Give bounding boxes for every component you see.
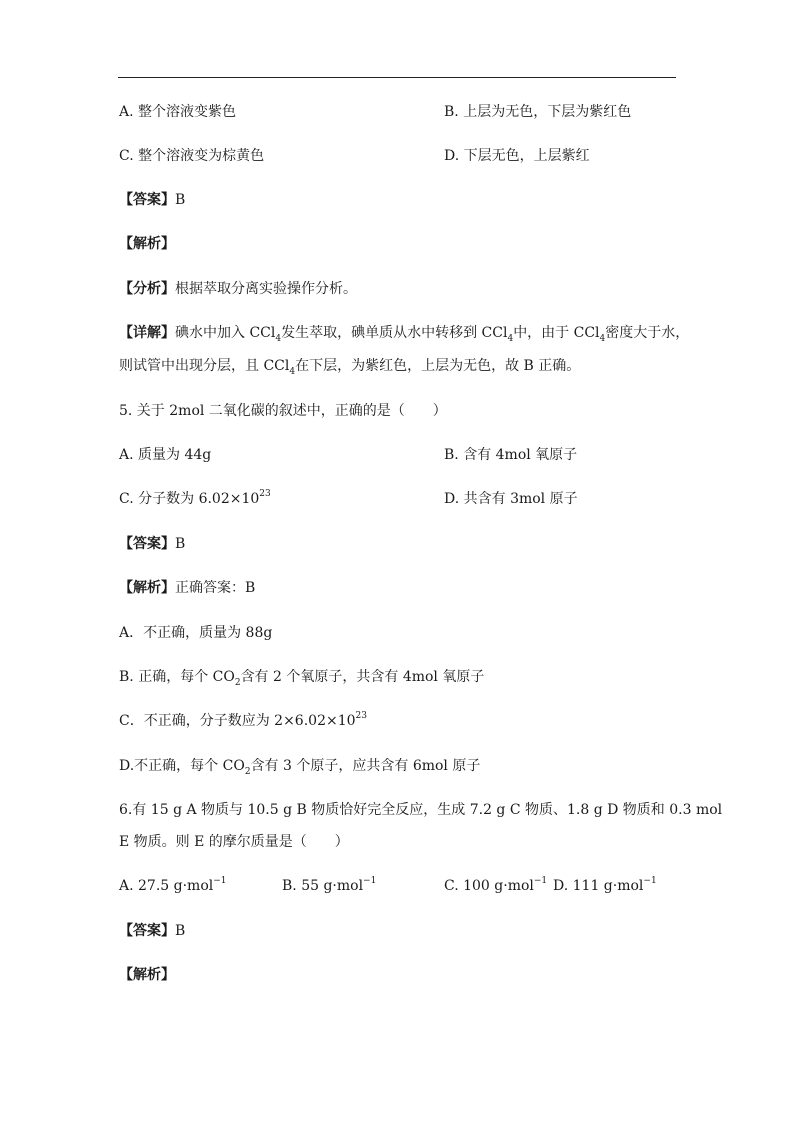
jiexi-tag: 【解析】: [119, 580, 175, 596]
subscript: 4: [599, 333, 606, 344]
q5-answer: [119, 535, 185, 553]
subscript: 4: [507, 333, 514, 344]
jiexi-text: 正确答案：B: [175, 580, 256, 596]
answer-value: B: [175, 536, 186, 552]
exp-text: B. 正确，每个 CO: [119, 669, 235, 685]
superscript: 23: [259, 489, 271, 500]
detail-text: 碘水中加入 CCl: [175, 325, 276, 341]
q6-stem-line1: 6.有 15 g A 物质与 10.5 g B 物质恰好完全反应，生成 7.2 g C 物质、1.8 g D 物质和 0.3 mol: [119, 802, 723, 818]
detail-text: 中，由于 CCl: [513, 325, 600, 341]
q6-jiexi-heading: 【解析】: [119, 967, 175, 983]
q5-exp-b: [119, 668, 484, 686]
q4-detail-line2: [119, 357, 580, 375]
q6-stem-line2: E 物质。则 E 的摩尔质量是（ ）: [119, 834, 349, 850]
q5-stem: 5. 关于 2mol 二氧化碳的叙述中，正确的是（ ）: [119, 403, 447, 419]
answer-tag: 【答案】: [119, 192, 175, 208]
subscript: 2: [244, 766, 251, 777]
q4-option-b: B. 上层为无色，下层为紫红色: [444, 104, 632, 120]
subscript: 2: [234, 677, 241, 688]
detail-tag: 【详解】: [119, 325, 175, 341]
q6-answer: [119, 922, 185, 940]
q5-option-c: [119, 490, 271, 508]
option-text: C. 分子数为 6.02×10: [119, 491, 260, 507]
fenxi-text: 根据萃取分离实验操作分析。: [175, 281, 357, 297]
q6-option-b: [282, 877, 376, 895]
q4-jiexi-heading: 【解析】: [119, 236, 175, 252]
q4-answer: [119, 191, 185, 209]
q5-exp-d: [119, 757, 480, 775]
q4-option-a: A. 整个溶液变紫色: [119, 104, 237, 120]
exp-text: 含有 2 个氧原子，共含有 4mol 氧原子: [240, 669, 485, 685]
superscript: −1: [643, 876, 657, 887]
option-text: A. 27.5 g·mol: [119, 878, 214, 894]
option-text: D. 111 g·mol: [553, 878, 644, 894]
q6-option-c: [444, 877, 547, 895]
fenxi-tag: 【分析】: [119, 281, 175, 297]
header-rule: [118, 77, 676, 78]
subscript: 4: [275, 333, 282, 344]
answer-value: B: [175, 923, 186, 939]
q5-jiexi: [119, 579, 255, 597]
detail-text: 发生萃取，碘单质从水中转移到 CCl: [281, 325, 508, 341]
superscript: −1: [363, 876, 377, 887]
superscript: 23: [355, 711, 367, 722]
q4-detail-line1: [119, 324, 689, 342]
option-text: C. 100 g·mol: [444, 878, 534, 894]
exp-text: 含有 3 个原子，应共含有 6mol 原子: [250, 758, 481, 774]
exp-text: C．不正确，分子数应为 2×6.02×10: [119, 713, 356, 729]
option-text: B. 55 g·mol: [282, 878, 364, 894]
q4-fenxi: [119, 280, 357, 298]
answer-tag: 【答案】: [119, 536, 175, 552]
q5-option-d: D. 共含有 3mol 原子: [444, 491, 578, 507]
exp-text: D.不正确，每个 CO: [119, 758, 245, 774]
superscript: −1: [533, 876, 548, 887]
q6-option-d: [553, 877, 657, 895]
q4-option-c: C. 整个溶液变为棕黄色: [119, 148, 265, 164]
q6-option-a: [119, 877, 227, 895]
q5-exp-c: [119, 712, 367, 730]
q5-option-b: B. 含有 4mol 氧原子: [444, 447, 578, 463]
answer-value: B: [175, 192, 186, 208]
q4-option-d: D. 下层无色，上层紫红: [444, 148, 590, 164]
detail-text: 则试管中出现分层，且 CCl: [119, 358, 290, 374]
subscript: 4: [289, 366, 296, 377]
q5-exp-a: A．不正确，质量为 88g: [119, 625, 273, 641]
superscript: −1: [213, 876, 227, 887]
detail-text: 在下层，为紫红色，上层为无色，故 B 正确。: [295, 358, 581, 374]
answer-tag: 【答案】: [119, 923, 175, 939]
detail-text: 密度大于水，: [605, 325, 690, 341]
q5-option-a: A. 质量为 44g: [119, 447, 212, 463]
